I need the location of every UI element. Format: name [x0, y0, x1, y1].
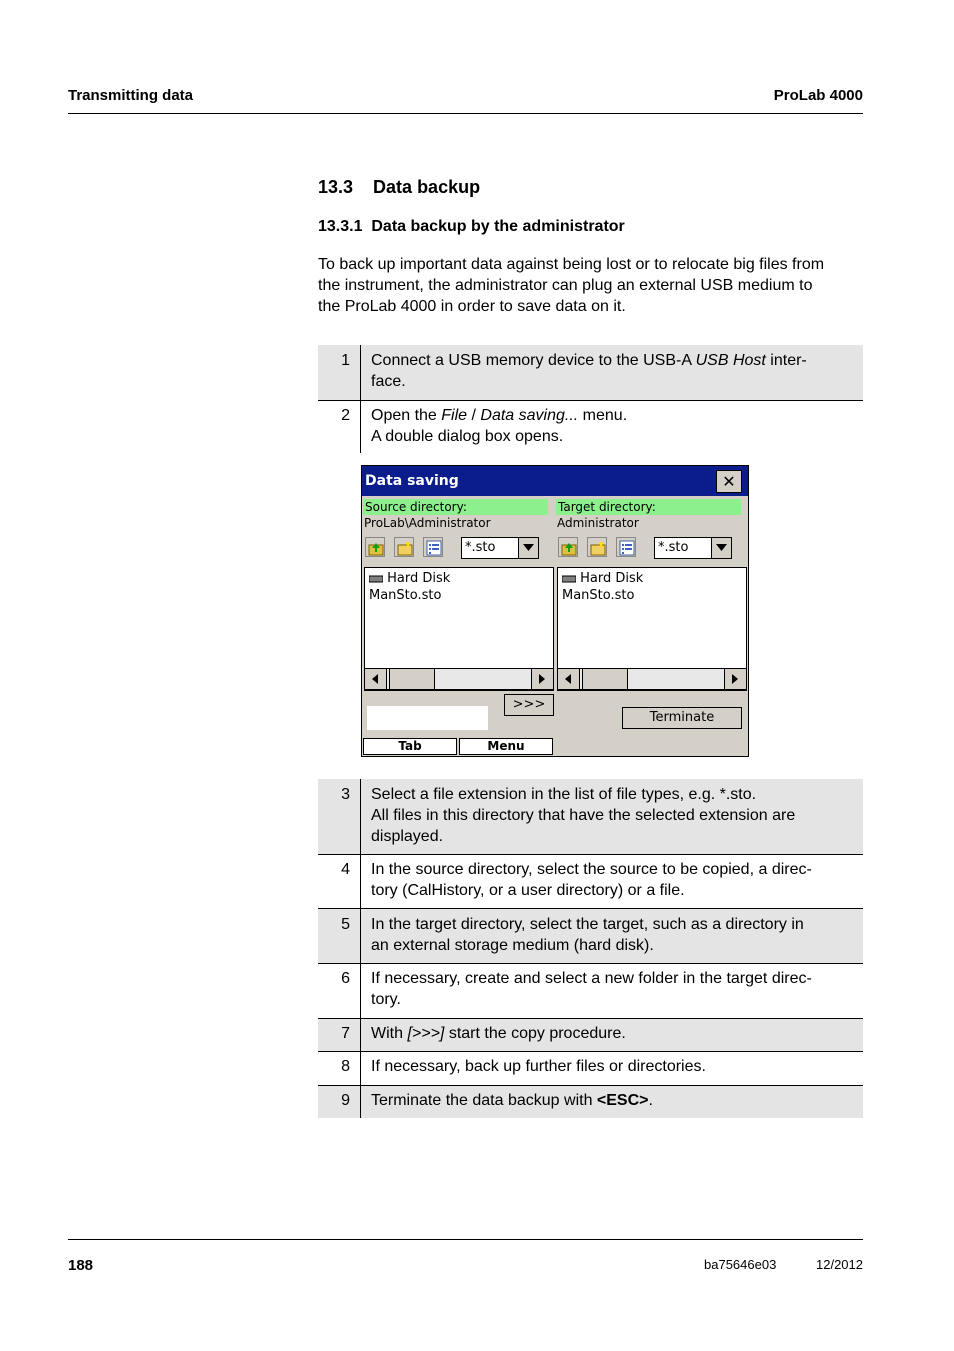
arrow-left-icon — [372, 674, 378, 684]
step-row: 8 If necessary, back up further files or directories. — [318, 1052, 863, 1085]
scroll-left-button[interactable] — [365, 669, 387, 689]
scroll-thumb[interactable] — [582, 669, 628, 689]
arrow-left-icon — [565, 674, 571, 684]
dropdown-arrow-icon — [523, 544, 534, 551]
scroll-thumb[interactable] — [389, 669, 435, 689]
step-row: 1 Connect a USB memory device to the USB-A USB Host inter- face. — [318, 345, 863, 400]
source-path: ProLab\Administrator — [364, 516, 491, 530]
header-right: ProLab 4000 — [773, 87, 863, 104]
terminate-button[interactable]: Terminate — [622, 707, 742, 729]
section-heading: 13.3 Data backup — [318, 177, 481, 197]
target-directory-label: Target directory: — [556, 499, 741, 515]
step-row: 7 With [>>>] start the copy procedure. — [318, 1019, 863, 1051]
step-row: 2 Open the File / Data saving... menu. A double dialog box opens. — [318, 401, 863, 453]
scroll-right-button[interactable] — [531, 669, 553, 689]
details-view-button[interactable] — [423, 537, 443, 557]
page-number: 188 — [68, 1257, 94, 1274]
step-row: 9 Terminate the data backup with <ESC>. — [318, 1086, 863, 1118]
hard-disk-icon — [369, 575, 383, 583]
source-directory-label: Source directory: — [363, 499, 548, 515]
target-path: Administrator — [557, 516, 639, 530]
header-left: Transmitting data — [68, 87, 194, 104]
copy-button[interactable]: >>> — [504, 694, 554, 716]
new-folder-button[interactable] — [587, 537, 607, 557]
step-row: 4 In the source directory, select the source to be copied, a direc- tory (CalHistory, or a user directory) or a file. — [318, 855, 863, 908]
folder-up-button[interactable] — [558, 537, 578, 557]
step-row: 3 Select a file extension in the list of file types, e.g. *.sto. All files in this directory that have the selected extension are displayed. — [318, 779, 863, 854]
softkey-menu[interactable]: Menu — [459, 738, 553, 755]
new-folder-icon — [590, 540, 606, 556]
source-hscrollbar[interactable] — [364, 668, 554, 690]
list-view-icon — [426, 540, 442, 556]
dropdown-arrow-icon — [716, 544, 727, 551]
new-folder-button[interactable] — [394, 537, 414, 557]
dialog-title: Data saving — [365, 473, 459, 489]
header-rule — [68, 113, 863, 114]
close-button[interactable]: ✕ — [716, 470, 742, 493]
target-filter-select[interactable]: *.sto — [654, 537, 732, 559]
softkey-tab[interactable]: Tab — [363, 738, 457, 755]
target-hscrollbar[interactable] — [557, 668, 747, 690]
dialog-titlebar — [362, 466, 748, 496]
subsection-heading: 13.3.1 Data backup by the administrator — [318, 218, 625, 235]
list-item[interactable]: Hard Disk — [562, 571, 643, 586]
doc-date: 12/2012 — [816, 1257, 863, 1272]
status-field — [367, 706, 488, 730]
list-view-icon — [619, 540, 635, 556]
intro-paragraph: To back up important data against being lost or to relocate big files from the instrument, the administrator can plug an external USB medium to the ProLab 4000 in order to save data on it. — [318, 256, 825, 315]
hard-disk-icon — [562, 575, 576, 583]
folder-up-button[interactable] — [365, 537, 385, 557]
data-saving-dialog — [361, 465, 749, 757]
folder-up-icon — [368, 540, 384, 556]
arrow-right-icon — [539, 674, 545, 684]
list-item[interactable]: ManSto.sto — [562, 588, 635, 603]
source-filter-select[interactable]: *.sto — [461, 537, 539, 559]
step-row: 5 In the target directory, select the target, such as a directory in an external storage medium (hard disk). — [318, 909, 863, 963]
scroll-right-button[interactable] — [724, 669, 746, 689]
folder-up-icon — [561, 540, 577, 556]
details-view-button[interactable] — [616, 537, 636, 557]
new-folder-icon — [397, 540, 413, 556]
doc-number: ba75646e03 — [704, 1257, 777, 1272]
list-item[interactable]: Hard Disk — [369, 571, 450, 586]
list-item[interactable]: ManSto.sto — [369, 588, 442, 603]
step-row: 6 If necessary, create and select a new folder in the target direc- tory. — [318, 964, 863, 1018]
scroll-left-button[interactable] — [558, 669, 580, 689]
arrow-right-icon — [732, 674, 738, 684]
footer-rule — [68, 1239, 863, 1240]
